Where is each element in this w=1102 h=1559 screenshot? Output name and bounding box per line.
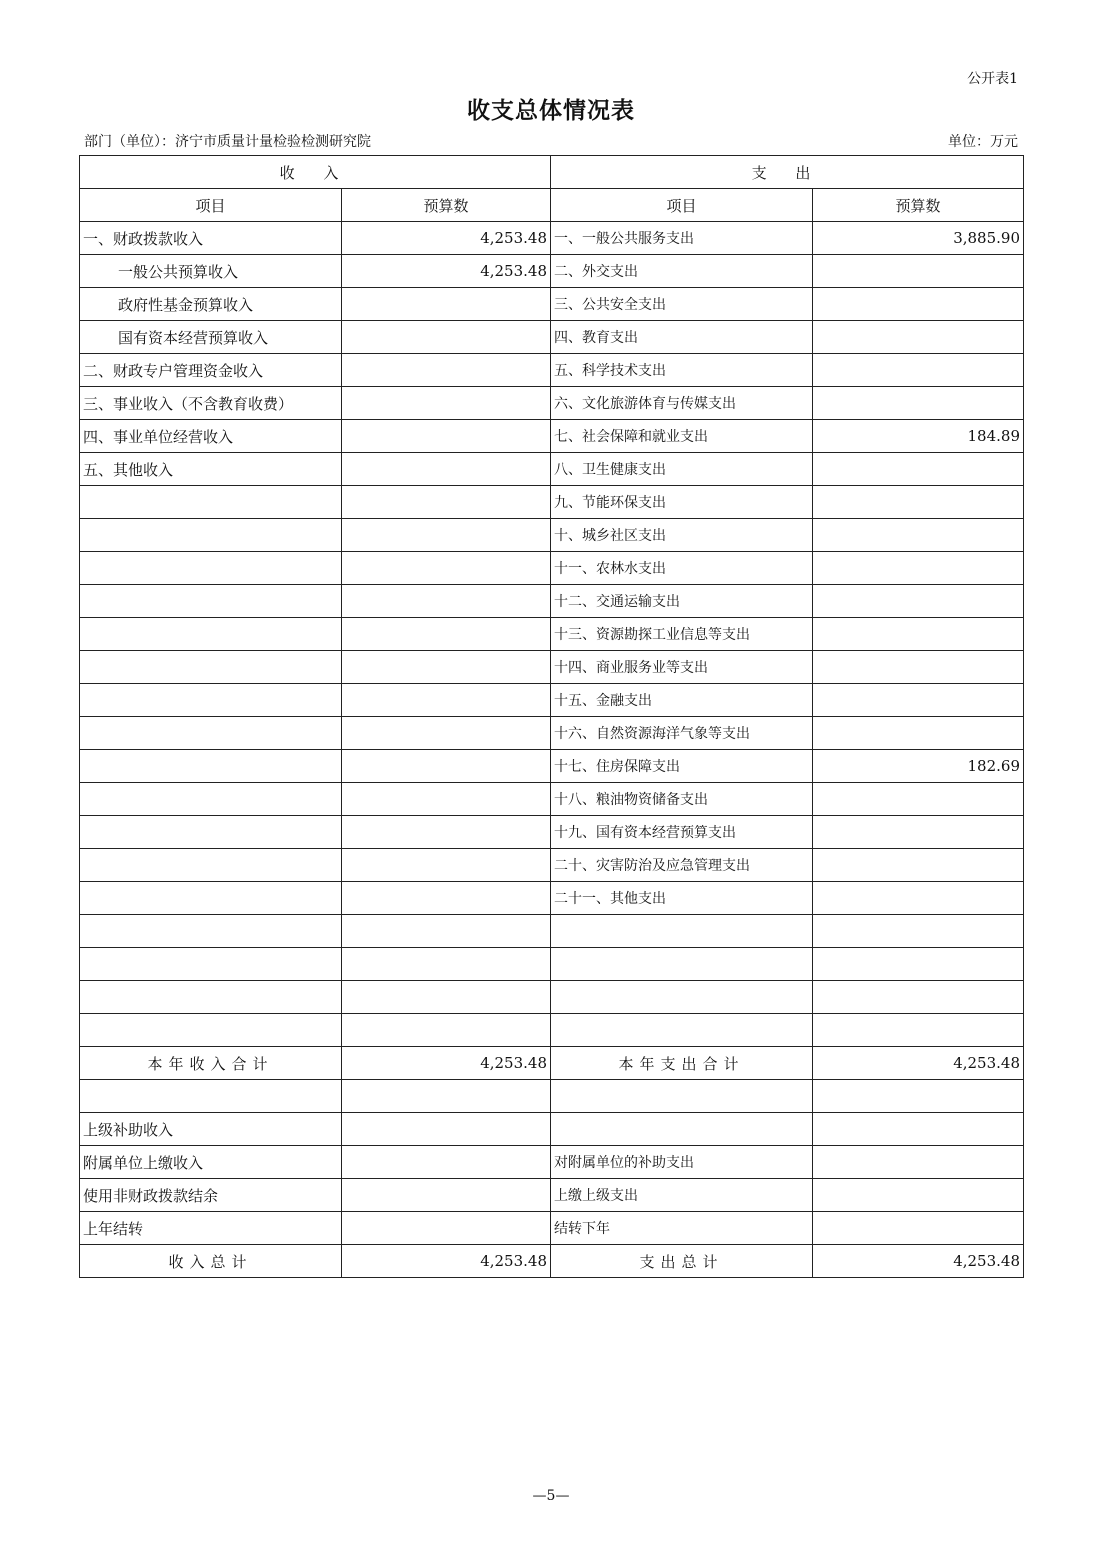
table-row (80, 717, 1024, 750)
table-row (80, 651, 1024, 684)
income-budget-cell (342, 882, 551, 915)
expense-budget-cell (813, 519, 1024, 552)
income-budget-cell (342, 849, 551, 882)
expense-item-cell: 十一、农林水支出 (551, 552, 813, 585)
income-budget-cell (342, 519, 551, 552)
income-item-cell (80, 585, 342, 618)
table-row (80, 882, 1024, 915)
income-budget-cell: 4,253.48 (342, 222, 551, 255)
column-header-row (80, 189, 1024, 222)
income-budget-cell (342, 387, 551, 420)
expense-item-cell: 二、外交支出 (551, 255, 813, 288)
table-row (80, 849, 1024, 882)
expense-item-cell (551, 1080, 813, 1113)
expense-budget-cell: 182.69 (813, 750, 1024, 783)
income-item-cell (80, 783, 342, 816)
expense-item-cell: 一、一般公共服务支出 (551, 222, 813, 255)
income-budget-cell (342, 750, 551, 783)
table-row (80, 354, 1024, 387)
expense-budget-cell (813, 651, 1024, 684)
grand-total-row (80, 1245, 1024, 1278)
expense-item-cell (551, 948, 813, 981)
expense-item-cell: 八、卫生健康支出 (551, 453, 813, 486)
budget-table-body (80, 156, 1024, 1278)
income-item-cell (80, 486, 342, 519)
table-row (80, 684, 1024, 717)
expense-budget-cell (813, 684, 1024, 717)
table-row (80, 453, 1024, 486)
expense-item-cell: 结转下年 (551, 1212, 813, 1245)
table-row (80, 486, 1024, 519)
income-item-cell: 上级补助收入 (80, 1113, 342, 1146)
expense-item-cell: 对附属单位的补助支出 (551, 1146, 813, 1179)
expense-budget-cell (813, 321, 1024, 354)
income-budget-column-header: 预算数 (342, 189, 551, 222)
income-budget-cell (342, 651, 551, 684)
expense-budget-cell (813, 255, 1024, 288)
page-title: 收支总体情况表 (467, 98, 635, 124)
income-section-header: 收 入 (80, 156, 551, 189)
income-item-cell (80, 816, 342, 849)
table-row (80, 1014, 1024, 1047)
income-item-cell: 国有资本经营预算收入 (80, 321, 342, 354)
table-row (80, 1146, 1024, 1179)
expense-item-cell: 十三、资源勘探工业信息等支出 (551, 618, 813, 651)
income-budget-cell (342, 1212, 551, 1245)
expense-budget-cell (813, 882, 1024, 915)
expense-budget-cell (813, 816, 1024, 849)
department-label: 部门（单位）：济宁市质量计量检验检测研究院 (84, 134, 371, 150)
income-item-cell (80, 519, 342, 552)
expense-item-cell: 十五、金融支出 (551, 684, 813, 717)
page-number: —5— (532, 1488, 570, 1504)
table-row (80, 981, 1024, 1014)
income-item-cell: 使用非财政拨款结余 (80, 1179, 342, 1212)
income-item-cell (80, 981, 342, 1014)
expense-budget-cell (813, 618, 1024, 651)
income-item-column-header: 项目 (80, 189, 342, 222)
income-item-cell: 本年收入合计 (80, 1047, 342, 1080)
expense-item-column-header: 项目 (551, 189, 813, 222)
income-budget-cell (342, 1179, 551, 1212)
expense-budget-cell (813, 288, 1024, 321)
income-budget-cell (342, 486, 551, 519)
table-row (80, 420, 1024, 453)
table-row (80, 750, 1024, 783)
expense-budget-cell (813, 387, 1024, 420)
expense-item-cell (551, 915, 813, 948)
expense-item-cell (551, 981, 813, 1014)
expense-budget-cell (813, 552, 1024, 585)
income-item-cell: 收入总计 (80, 1245, 342, 1278)
income-budget-cell: 4,253.48 (342, 1245, 551, 1278)
income-budget-cell (342, 717, 551, 750)
table-row (80, 816, 1024, 849)
income-item-cell: 一般公共预算收入 (80, 255, 342, 288)
income-budget-cell (342, 816, 551, 849)
income-item-cell: 二、财政专户管理资金收入 (80, 354, 342, 387)
income-budget-cell (342, 684, 551, 717)
table-row (80, 948, 1024, 981)
expense-budget-cell: 4,253.48 (813, 1047, 1024, 1080)
table-row (80, 1179, 1024, 1212)
table-row (80, 387, 1024, 420)
income-item-cell (80, 948, 342, 981)
expense-item-cell: 二十一、其他支出 (551, 882, 813, 915)
income-item-cell (80, 1014, 342, 1047)
income-budget-cell (342, 783, 551, 816)
table-row (80, 1113, 1024, 1146)
expense-budget-column-header: 预算数 (813, 189, 1024, 222)
income-item-cell: 一、财政拨款收入 (80, 222, 342, 255)
expense-budget-cell (813, 1212, 1024, 1245)
table-row (80, 1212, 1024, 1245)
table-row (80, 255, 1024, 288)
expense-budget-cell (813, 1113, 1024, 1146)
income-budget-cell (342, 1146, 551, 1179)
expense-item-cell (551, 1113, 813, 1146)
income-item-cell: 三、事业收入（不含教育收费） (80, 387, 342, 420)
expense-budget-cell (813, 981, 1024, 1014)
expense-item-cell: 六、文化旅游体育与传媒支出 (551, 387, 813, 420)
income-budget-cell (342, 585, 551, 618)
table-row (80, 585, 1024, 618)
expense-item-cell: 上缴上级支出 (551, 1179, 813, 1212)
expense-budget-cell (813, 849, 1024, 882)
unit-label: 单位：万元 (948, 134, 1018, 150)
year-total-row (80, 1047, 1024, 1080)
income-item-cell (80, 552, 342, 585)
expense-item-cell: 九、节能环保支出 (551, 486, 813, 519)
table-row (80, 915, 1024, 948)
table-row (80, 321, 1024, 354)
expense-item-cell: 五、科学技术支出 (551, 354, 813, 387)
table-row (80, 288, 1024, 321)
income-budget-cell (342, 1014, 551, 1047)
expense-budget-cell (813, 717, 1024, 750)
income-budget-cell (342, 354, 551, 387)
income-item-cell (80, 750, 342, 783)
income-item-cell (80, 849, 342, 882)
income-item-cell: 四、事业单位经营收入 (80, 420, 342, 453)
budget-table (79, 155, 1024, 1278)
expense-budget-cell (813, 783, 1024, 816)
income-item-cell (80, 1080, 342, 1113)
section-header-row (80, 156, 1024, 189)
income-budget-cell (342, 288, 551, 321)
income-item-cell (80, 618, 342, 651)
table-row (80, 519, 1024, 552)
expense-item-cell: 十、城乡社区支出 (551, 519, 813, 552)
expense-item-cell: 十二、交通运输支出 (551, 585, 813, 618)
expense-budget-cell (813, 585, 1024, 618)
expense-item-cell: 十七、住房保障支出 (551, 750, 813, 783)
income-item-cell: 附属单位上缴收入 (80, 1146, 342, 1179)
expense-item-cell: 本年支出合计 (551, 1047, 813, 1080)
expense-budget-cell (813, 1014, 1024, 1047)
income-budget-cell (342, 618, 551, 651)
expense-item-cell: 二十、灾害防治及应急管理支出 (551, 849, 813, 882)
income-item-cell: 五、其他收入 (80, 453, 342, 486)
table-row (80, 783, 1024, 816)
expense-budget-cell (813, 915, 1024, 948)
expense-item-cell: 十八、粮油物资储备支出 (551, 783, 813, 816)
expense-budget-cell: 3,885.90 (813, 222, 1024, 255)
expense-budget-cell (813, 1080, 1024, 1113)
expense-budget-cell (813, 1146, 1024, 1179)
income-item-cell (80, 717, 342, 750)
expense-item-cell: 十九、国有资本经营预算支出 (551, 816, 813, 849)
expense-budget-cell: 184.89 (813, 420, 1024, 453)
income-item-cell (80, 684, 342, 717)
expense-section-header: 支 出 (551, 156, 1024, 189)
table-row (80, 552, 1024, 585)
expense-item-cell: 三、公共安全支出 (551, 288, 813, 321)
expense-item-cell: 支出总计 (551, 1245, 813, 1278)
expense-item-cell: 四、教育支出 (551, 321, 813, 354)
form-number: 公开表1 (967, 71, 1018, 87)
income-budget-cell (342, 981, 551, 1014)
income-item-cell (80, 651, 342, 684)
income-budget-cell (342, 321, 551, 354)
expense-budget-cell (813, 948, 1024, 981)
income-item-cell: 政府性基金预算收入 (80, 288, 342, 321)
income-item-cell: 上年结转 (80, 1212, 342, 1245)
income-budget-cell (342, 1080, 551, 1113)
expense-item-cell (551, 1014, 813, 1047)
table-row (80, 618, 1024, 651)
table-row (80, 222, 1024, 255)
expense-budget-cell (813, 486, 1024, 519)
expense-item-cell: 七、社会保障和就业支出 (551, 420, 813, 453)
income-budget-cell (342, 1113, 551, 1146)
income-budget-cell (342, 948, 551, 981)
expense-budget-cell (813, 1179, 1024, 1212)
income-item-cell (80, 915, 342, 948)
income-budget-cell (342, 420, 551, 453)
income-item-cell (80, 882, 342, 915)
income-budget-cell: 4,253.48 (342, 255, 551, 288)
income-budget-cell (342, 915, 551, 948)
expense-item-cell: 十四、商业服务业等支出 (551, 651, 813, 684)
expense-budget-cell (813, 453, 1024, 486)
expense-budget-cell (813, 354, 1024, 387)
expense-item-cell: 十六、自然资源海洋气象等支出 (551, 717, 813, 750)
income-budget-cell (342, 453, 551, 486)
expense-budget-cell: 4,253.48 (813, 1245, 1024, 1278)
income-budget-cell (342, 552, 551, 585)
table-row (80, 1080, 1024, 1113)
income-budget-cell: 4,253.48 (342, 1047, 551, 1080)
